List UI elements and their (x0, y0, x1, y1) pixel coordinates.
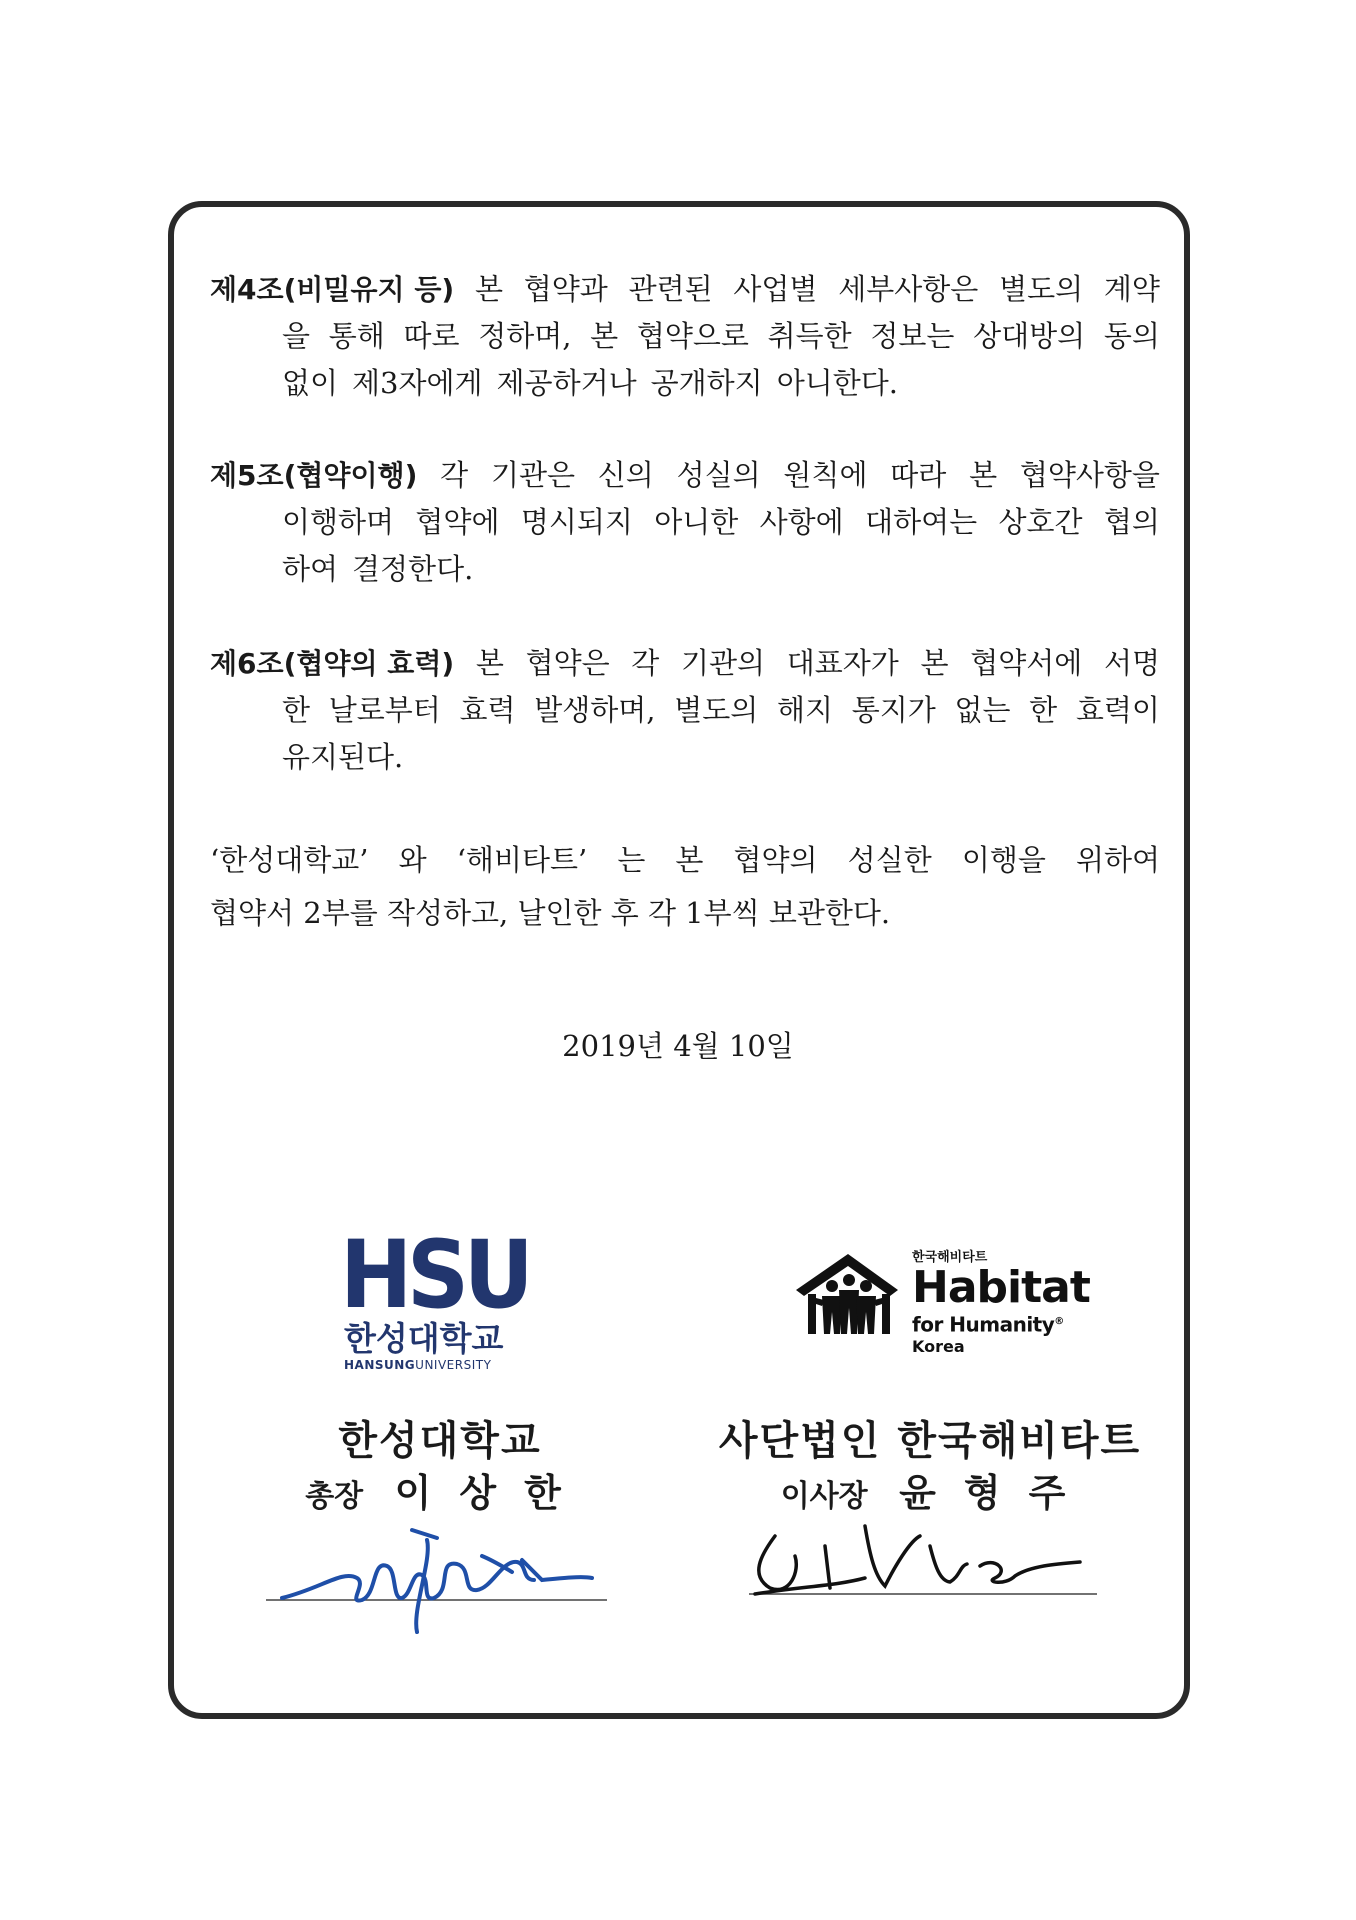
word: 기관의 (681, 646, 766, 680)
habitat-wordmark (912, 1250, 1090, 1357)
word: 본 (474, 272, 503, 306)
word: 각 (631, 646, 660, 680)
habitat-name: Habitat (912, 1262, 1090, 1313)
hsu-korean-name: 한성대학교 (344, 1319, 504, 1358)
signatory-right-title: 이사장 (780, 1479, 868, 1514)
habitat-subtitle: for Humanity® (912, 1312, 1064, 1337)
word: 서명 (1103, 646, 1160, 680)
signatory-left-org: 한성대학교 (338, 1418, 542, 1464)
article-line (210, 687, 1160, 734)
word: 한 (282, 693, 311, 727)
article-line (210, 313, 1160, 360)
article-line (210, 499, 1160, 546)
word: 사항에 (759, 505, 844, 539)
word: 본 (590, 319, 619, 353)
word: 하여 (282, 552, 339, 586)
closing-line-2 (210, 887, 1160, 940)
article-line (210, 360, 1160, 407)
word: 신의 (597, 458, 654, 492)
article-heading: 제4조(비밀유지 등) (210, 273, 455, 306)
word: 이행하며 (282, 505, 395, 539)
habitat-logo (792, 1250, 1092, 1370)
word: 협약과 (523, 272, 608, 306)
word: 공개하지 (650, 366, 763, 400)
signatory-right-person (700, 1468, 1160, 1522)
closing-text: 협약서 2부를 작성하고, 날인한 후 각 1부씩 보관한다. (210, 896, 891, 930)
word: 아니한 (654, 505, 739, 539)
article-5 (210, 452, 1160, 593)
word: 관련된 (628, 272, 713, 306)
word: 성실한 (847, 843, 932, 877)
article-6 (210, 640, 1160, 781)
word: 발생하며, (534, 693, 656, 727)
word: 세부사항은 (838, 272, 979, 306)
word: 상대방의 (973, 319, 1086, 353)
agreement-date: 2019년 4월 10일 (562, 1029, 794, 1063)
signatory-left-person (280, 1468, 600, 1522)
word: 사업별 (733, 272, 818, 306)
word: 대하여는 (865, 505, 978, 539)
habitat-country: Korea (912, 1336, 965, 1356)
word: 각 (440, 458, 469, 492)
word: 유지된다. (282, 740, 404, 774)
word: 별도의 (999, 272, 1084, 306)
signatory-right-name: 윤 형 주 (899, 1471, 1066, 1515)
word: 본 (475, 646, 504, 680)
word: 통해 (328, 319, 385, 353)
hsu-logo (340, 1221, 540, 1382)
word: 따라 (890, 458, 947, 492)
word: 통지가 (851, 693, 936, 727)
signatory-left (280, 1414, 600, 1522)
article-line (210, 640, 1160, 687)
word: 협약으로 (636, 319, 749, 353)
word: 제3자에게 (352, 366, 483, 400)
word: 협약서에 (970, 646, 1083, 680)
word: 을 (282, 319, 311, 353)
signatory-left-name: 이 상 한 (394, 1471, 561, 1515)
word: 협약에 (415, 505, 500, 539)
word: 결정한다. (352, 552, 474, 586)
word: 동의 (1103, 319, 1160, 353)
hsu-english-name: HANSUNGUNIVERSITY (344, 1358, 492, 1372)
word: 없이 (282, 366, 339, 400)
word: 위하여 (1075, 843, 1160, 877)
signatory-right-org: 사단법인 한국해비타트 (718, 1418, 1142, 1464)
word: 대표자가 (786, 646, 899, 680)
signature-left-image (262, 1520, 632, 1640)
word: 협약의 (733, 843, 818, 877)
article-4 (210, 266, 1160, 407)
article-line (210, 734, 1160, 781)
word: 정보는 (870, 319, 955, 353)
word: 효력이 (1075, 693, 1160, 727)
word: ‘한성대학교’ (210, 843, 369, 877)
word: 별도의 (674, 693, 759, 727)
word: 본 (969, 458, 998, 492)
word: 본 (920, 646, 949, 680)
habitat-korean-name: 한국해비타트 (912, 1250, 988, 1265)
word: 성실의 (676, 458, 761, 492)
article-line (210, 452, 1160, 499)
word: 협약사항을 (1019, 458, 1160, 492)
habitat-house-icon (792, 1250, 902, 1340)
signatory-left-title: 총장 (305, 1479, 364, 1514)
word: 계약 (1103, 272, 1160, 306)
closing-line-1 (210, 834, 1160, 887)
word: 해지 (776, 693, 833, 727)
article-heading: 제5조(협약이행) (210, 459, 418, 492)
word: 협약은 (525, 646, 610, 680)
word: 명시되지 (520, 505, 633, 539)
word: 날로부터 (328, 693, 441, 727)
word: 원칙에 (783, 458, 868, 492)
article-line (210, 266, 1160, 313)
word: 정하며, (478, 319, 572, 353)
word: 상호간 (998, 505, 1083, 539)
article-heading: 제6조(협약의 효력) (210, 647, 455, 680)
word: 기관은 (490, 458, 575, 492)
word: 효력 (459, 693, 516, 727)
signatory-right (700, 1414, 1160, 1522)
word: 제공하거나 (496, 366, 637, 400)
hsu-mark: HSU (340, 1221, 529, 1330)
article-line (210, 546, 1160, 593)
closing-paragraph (210, 834, 1160, 940)
word: 협의 (1103, 505, 1160, 539)
word: 없는 (954, 693, 1011, 727)
word: 한 (1029, 693, 1058, 727)
word: ‘해비타트’ (456, 843, 588, 877)
word: 따로 (403, 319, 460, 353)
word: 는 (617, 843, 646, 877)
word: 와 (398, 843, 427, 877)
signature-right-image (745, 1516, 1105, 1626)
word: 본 (675, 843, 704, 877)
word: 아니한다. (776, 366, 898, 400)
word: 이행을 (961, 843, 1046, 877)
word: 취득한 (767, 319, 852, 353)
